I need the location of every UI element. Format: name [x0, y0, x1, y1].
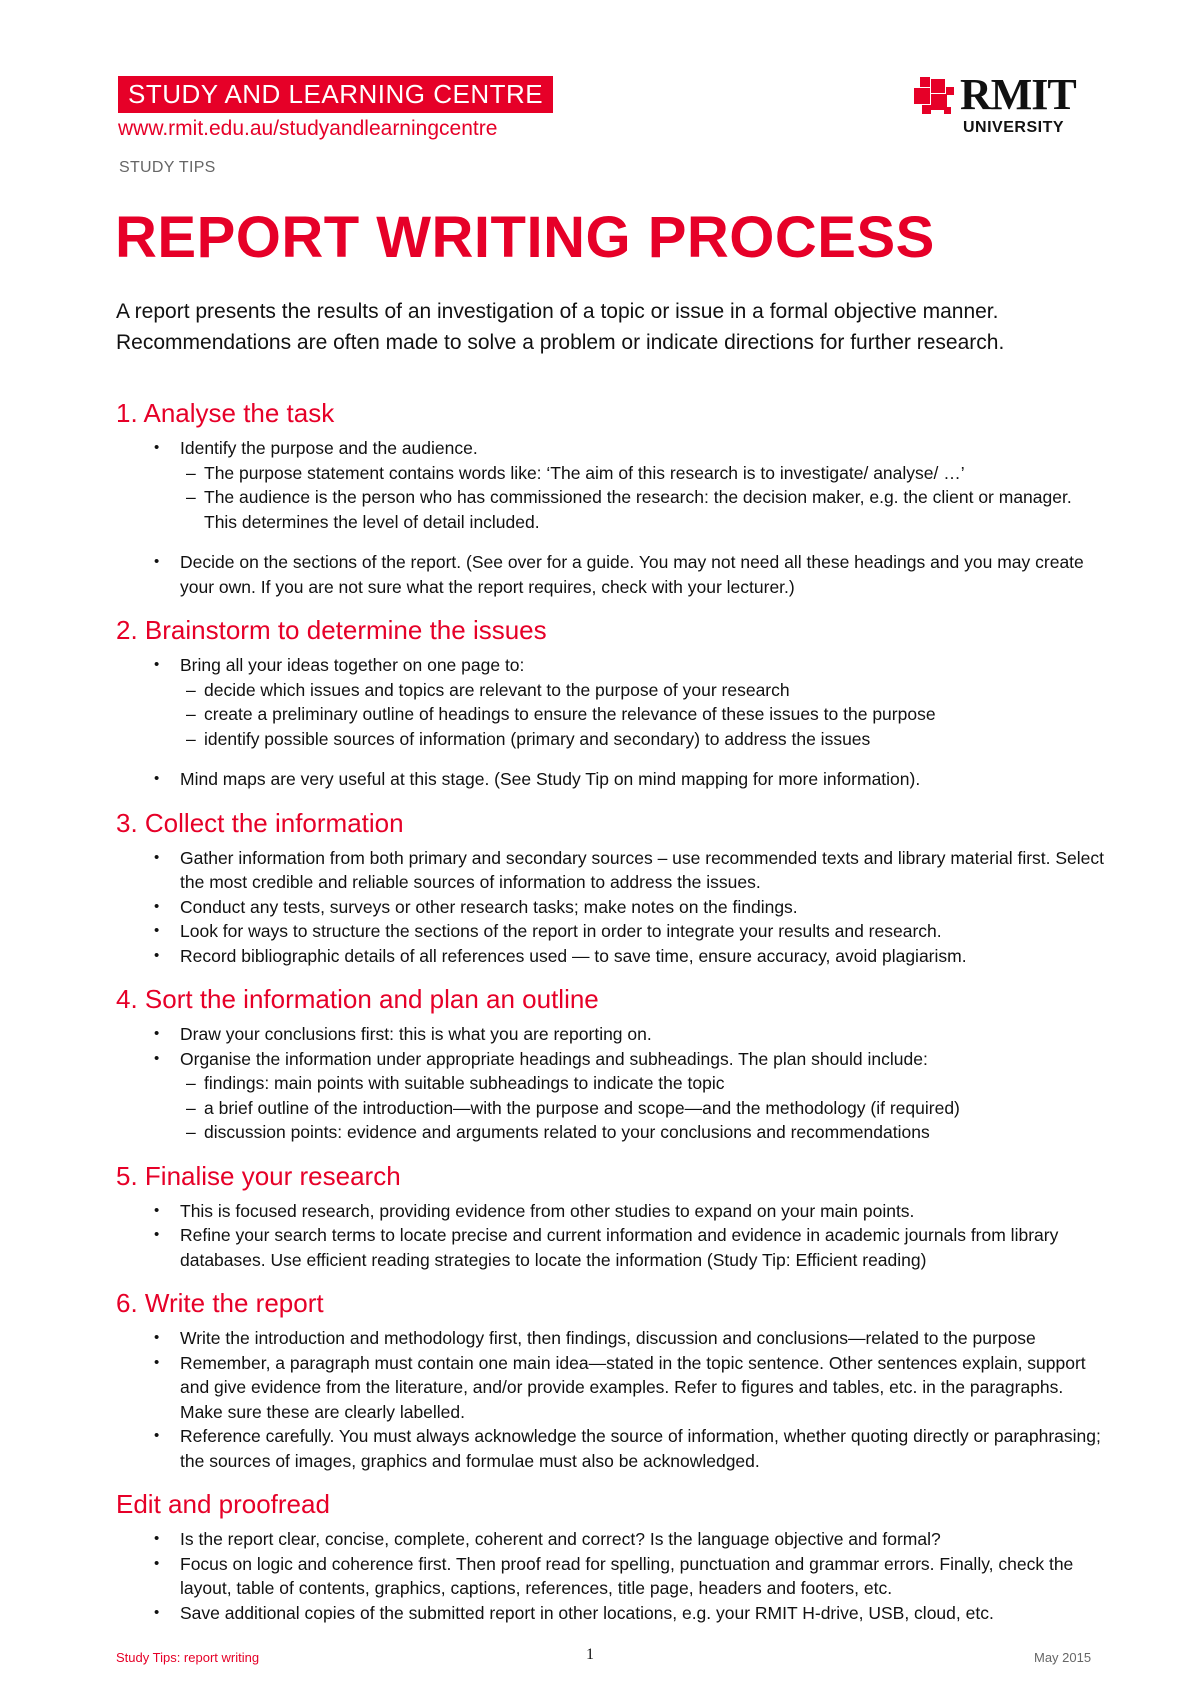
list-item-text: Bring all your ideas together on one page to:: [180, 655, 525, 675]
footer-page-number: 1: [586, 1646, 594, 1663]
bullet-list: [116, 653, 1106, 792]
dash-icon: –: [186, 1073, 196, 1093]
section-heading: 3. Collect the information: [116, 807, 404, 838]
sub-list-item: [180, 727, 1106, 752]
section: [116, 398, 1106, 599]
footer-doc-title: Study Tips: report writing: [116, 1650, 260, 1665]
section: [116, 1489, 1106, 1625]
bullet-dot-icon: •: [154, 848, 160, 866]
sub-list-item: [180, 1120, 1106, 1145]
footer-date: May 2015: [1034, 1650, 1092, 1665]
section-heading: 5. Finalise your research: [116, 1160, 401, 1191]
sub-list-item-text: a brief outline of the introduction—with the purpose and scope—and the methodology (if required): [204, 1097, 960, 1118]
bullet-dot-icon: •: [154, 1201, 160, 1219]
section-heading: 6. Write the report: [116, 1288, 324, 1318]
list-item: [116, 846, 1106, 895]
dash-icon: –: [186, 1122, 196, 1142]
bullet-dot-icon: •: [154, 1554, 160, 1572]
bullet-list: [116, 1022, 1106, 1145]
section: [116, 984, 1106, 1145]
list-item-text: Save additional copies of the submitted report in other locations, e.g. your RMIT H-drive, USB, cloud, etc.: [180, 1602, 994, 1623]
section: [116, 1161, 1106, 1273]
section-heading: 1. Analyse the task: [116, 398, 335, 428]
list-item-text: Remember, a paragraph must contain one main idea—stated in the topic sentence. Other sentences explain, support and give evidence from the literature, and/or provide examples. Refer to figures and tables, etc. in the paragraphs. Make sure these are clearly labelled.: [180, 1352, 1086, 1422]
intro-paragraph: A report presents the results of an investigation of a topic or issue in a formal objective manner. Recommendations are often made to solve a problem or indicate directions for further research.: [116, 300, 1005, 354]
sub-list-item-text: identify possible sources of information (primary and secondary) to address the issues: [204, 728, 871, 749]
rmit-logo: [914, 70, 1094, 139]
rmit-logo-wordmark: RMIT: [960, 70, 1076, 119]
list-item: [116, 436, 1106, 534]
list-item: [116, 1527, 1106, 1552]
sub-list-item-text: The purpose statement contains words like: ‘The aim of this research is to investigate/ analyse/ …’: [204, 462, 965, 483]
bullet-dot-icon: •: [154, 946, 160, 964]
list-item: [116, 1047, 1106, 1145]
dash-icon: –: [186, 679, 196, 700]
sub-list-item-text: create a preliminary outline of headings to ensure the relevance of these issues to the purpose: [204, 704, 936, 724]
bullet-dot-icon: •: [154, 1603, 160, 1621]
list-item: [116, 1022, 1106, 1047]
list-item: [116, 1223, 1106, 1272]
section-heading: 2. Brainstorm to determine the issues: [116, 615, 547, 645]
study-tips-label: STUDY TIPS: [119, 159, 216, 176]
list-item: [116, 1601, 1106, 1626]
bullet-dot-icon: •: [154, 1329, 160, 1346]
bullet-dot-icon: •: [154, 1025, 160, 1042]
sub-list-item-text: The audience is the person who has commissioned the research: the decision maker, e.g. the client or manager. This determines the level of detail included.: [204, 487, 1072, 532]
rmit-pixel-logo-icon: [914, 77, 954, 117]
sub-list-item-text: discussion points: evidence and arguments related to your conclusions and recommendations: [204, 1122, 930, 1142]
sub-list-item: [180, 1096, 1106, 1121]
page-title: REPORT WRITING PROCESS: [115, 205, 935, 270]
study-learning-centre-banner: STUDY AND LEARNING CENTRE: [118, 76, 553, 113]
list-item-text: Focus on logic and coherence first. Then proof read for spelling, punctuation and grammar errors. Finally, check the layout, table of contents, graphics, captions, references, title page, headers and footers, etc.: [180, 1553, 1074, 1598]
list-item-text: Identify the purpose and the audience.: [180, 438, 478, 458]
bullet-list: [116, 1527, 1106, 1625]
list-item: [116, 1424, 1106, 1473]
bullet-list: [116, 436, 1106, 599]
list-item: [116, 919, 1106, 944]
section-heading: Edit and proofread: [116, 1489, 330, 1519]
bullet-dot-icon: •: [154, 897, 160, 915]
sub-list-item: [180, 485, 1106, 534]
section: [116, 1288, 1106, 1473]
sub-list-item: [180, 461, 1106, 486]
list-item-text: Organise the information under appropriate headings and subheadings. The plan should include:: [180, 1048, 928, 1069]
list-item-text: Decide on the sections of the report. (See over for a guide. You may not need all these headings and you may create your own. If you are not sure what the report requires, check with your lecturer.): [180, 552, 1084, 597]
bullet-list: [116, 1326, 1106, 1473]
list-item-text: Mind maps are very useful at this stage. (See Study Tip on mind mapping for more information).: [180, 769, 921, 789]
dash-icon: –: [186, 462, 196, 483]
list-item-text: Gather information from both primary and secondary sources – use recommended texts and library material first. Select the most credible and reliable sources of information to address the issues.: [180, 847, 1105, 892]
list-item: [116, 1552, 1106, 1601]
sub-list: [180, 1071, 1106, 1145]
list-item-text: Look for ways to structure the sections of the report in order to integrate your results and research.: [180, 921, 942, 941]
section: [116, 808, 1106, 969]
bullet-dot-icon: •: [154, 770, 160, 787]
bullet-dot-icon: •: [154, 553, 160, 570]
section: [116, 615, 1106, 792]
sections-container: [116, 398, 1106, 1641]
list-item-text: Refine your search terms to locate precise and current information and evidence in academic journals from library databases. Use efficient reading strategies to locate the information (Study Tip: Efficient reading): [180, 1225, 1059, 1270]
sub-list-item-text: findings: main points with suitable subheadings to indicate the topic: [204, 1073, 725, 1093]
bullet-dot-icon: •: [154, 1049, 160, 1067]
bullet-dot-icon: •: [154, 1530, 160, 1547]
list-item: [116, 944, 1106, 969]
dash-icon: –: [186, 704, 196, 724]
sub-list-item-text: decide which issues and topics are relevant to the purpose of your research: [204, 679, 790, 700]
list-item: [116, 1199, 1106, 1224]
list-item: [116, 653, 1106, 751]
sub-list-item: [180, 678, 1106, 703]
list-item: [116, 1351, 1106, 1425]
dash-icon: –: [186, 728, 196, 749]
study-learning-centre-url[interactable]: www.rmit.edu.au/studyandlearningcentre: [118, 117, 498, 140]
bullet-dot-icon: •: [154, 1353, 160, 1371]
sub-list: [180, 678, 1106, 752]
bullet-list: [116, 1199, 1106, 1273]
list-item-text: This is focused research, providing evidence from other studies to expand on your main points.: [180, 1200, 915, 1221]
rmit-logo-university: UNIVERSITY: [963, 119, 1065, 136]
list-item-text: Is the report clear, concise, complete, coherent and correct? Is the language objective and formal?: [180, 1529, 941, 1549]
list-item: [116, 550, 1106, 599]
list-item: [116, 895, 1106, 920]
sub-list-item: [180, 702, 1106, 727]
bullet-dot-icon: •: [154, 1226, 160, 1243]
dash-icon: –: [186, 487, 196, 507]
sub-list-item: [180, 1071, 1106, 1096]
bullet-dot-icon: •: [154, 1427, 160, 1444]
list-item-text: Conduct any tests, surveys or other research tasks; make notes on the findings.: [180, 896, 798, 917]
list-item: [116, 767, 1106, 792]
bullet-dot-icon: •: [154, 439, 160, 456]
list-item-text: Reference carefully. You must always acknowledge the source of information, whether quoting directly or paraphrasing; the sources of images, graphics and formulae must also be acknowledged.: [180, 1426, 1101, 1471]
list-item: [116, 1326, 1106, 1351]
section-heading: 4. Sort the information and plan an outline: [116, 984, 599, 1014]
bullet-dot-icon: •: [154, 922, 160, 939]
bullet-list: [116, 846, 1106, 969]
sub-list: [180, 461, 1106, 535]
list-item-text: Record bibliographic details of all references used — to save time, ensure accuracy, avoid plagiarism.: [180, 945, 967, 966]
bullet-dot-icon: •: [154, 656, 160, 673]
list-item-text: Draw your conclusions first: this is what you are reporting on.: [180, 1024, 652, 1044]
dash-icon: –: [186, 1097, 196, 1118]
list-item-text: Write the introduction and methodology first, then findings, discussion and conclusions—related to the purpose: [180, 1328, 1036, 1348]
